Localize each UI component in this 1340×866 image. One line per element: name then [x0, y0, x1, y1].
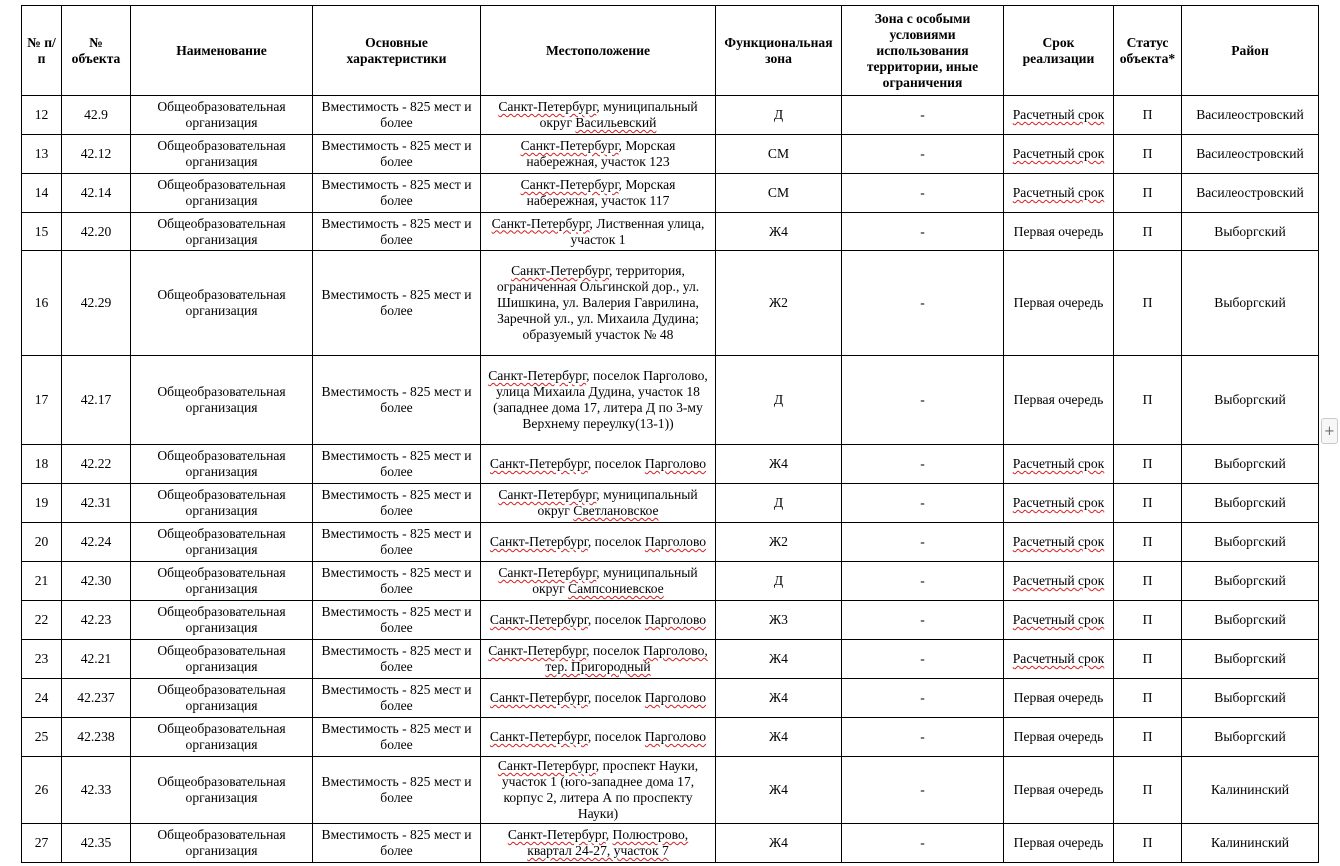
cell-term: [1004, 601, 1114, 640]
header-cell-number: № п/п: [22, 6, 62, 96]
cell-restrictions: -: [842, 601, 1004, 640]
term-text: Первая очередь: [1013, 835, 1104, 850]
cell-number: 24: [22, 679, 62, 718]
cell-functional-zone: Д: [716, 96, 842, 135]
cell-functional-zone: Ж4: [716, 445, 842, 484]
cell-term: [1004, 824, 1114, 863]
cell-object-number: 42.238: [62, 718, 131, 757]
cell-object-number: 42.30: [62, 562, 131, 601]
cell-functional-zone: Ж4: [716, 824, 842, 863]
cell-number: 17: [22, 356, 62, 445]
cell-status: П: [1114, 824, 1182, 863]
cell-number: 25: [22, 718, 62, 757]
cell-characteristics: Вместимость - 825 мест и более: [313, 213, 481, 251]
cell-number: 21: [22, 562, 62, 601]
cell-characteristics: Вместимость - 825 мест и более: [313, 484, 481, 523]
header-cell-term: Срок реализации: [1004, 6, 1114, 96]
location-city: Санкт-Петербург: [511, 263, 609, 278]
location-city: Санкт-Петербург: [488, 643, 587, 658]
location-city: Санкт-Петербург: [489, 534, 588, 549]
header-row: [22, 6, 1319, 96]
side-plus-button[interactable]: [1321, 418, 1338, 444]
cell-restrictions: -: [842, 356, 1004, 445]
cell-status: П: [1114, 251, 1182, 356]
location-city: Санкт-Петербург: [498, 565, 597, 580]
cell-term: [1004, 562, 1114, 601]
location-address: , поселок Парголово, улица Михаила Дудина, участок 18 (западнее дома 17, литера Д по 3-му Верхнему переулку(13-1)): [493, 368, 708, 431]
location-city: Санкт-Петербург: [520, 177, 619, 192]
cell-object-number: 42.12: [62, 135, 131, 174]
cell-name: Общеобразовательная организация: [131, 174, 313, 213]
cell-status: П: [1114, 96, 1182, 135]
cell-restrictions: -: [842, 213, 1004, 251]
table-row: [22, 135, 1319, 174]
cell-number: 16: [22, 251, 62, 356]
header-cell-location: Местоположение: [481, 6, 716, 96]
cell-name: Общеобразовательная организация: [131, 213, 313, 251]
term-text: Расчетный срок: [1012, 456, 1105, 471]
cell-restrictions: -: [842, 679, 1004, 718]
cell-restrictions: -: [842, 135, 1004, 174]
cell-district: Калининский: [1182, 757, 1319, 824]
cell-district: Василеостровский: [1182, 96, 1319, 135]
table-row: [22, 718, 1319, 757]
cell-district: Выборгский: [1182, 718, 1319, 757]
header-cell-name: Наименование: [131, 6, 313, 96]
cell-status: П: [1114, 484, 1182, 523]
location-city: Санкт-Петербург: [498, 487, 597, 502]
cell-location: [481, 601, 716, 640]
cell-district: Выборгский: [1182, 213, 1319, 251]
cell-term: [1004, 445, 1114, 484]
cell-term: [1004, 679, 1114, 718]
cell-location: [481, 679, 716, 718]
term-text: Расчетный срок: [1012, 495, 1105, 510]
term-text: Расчетный срок: [1012, 107, 1105, 122]
location-address: , поселок: [587, 534, 645, 549]
cell-name: Общеобразовательная организация: [131, 640, 313, 679]
cell-name: Общеобразовательная организация: [131, 824, 313, 863]
header-cell-functional-zone: Функциональная зона: [716, 6, 842, 96]
cell-functional-zone: Д: [716, 484, 842, 523]
cell-name: Общеобразовательная организация: [131, 523, 313, 562]
cell-restrictions: -: [842, 96, 1004, 135]
location-locality: Сампсониевское: [568, 581, 664, 596]
cell-object-number: 42.33: [62, 757, 131, 824]
cell-functional-zone: Ж2: [716, 251, 842, 356]
cell-term: [1004, 251, 1114, 356]
cell-term: [1004, 484, 1114, 523]
cell-name: Общеобразовательная организация: [131, 484, 313, 523]
cell-restrictions: -: [842, 174, 1004, 213]
location-address: , поселок: [586, 643, 644, 658]
table-row: [22, 562, 1319, 601]
table-row: [22, 824, 1319, 863]
cell-name: Общеобразовательная организация: [131, 445, 313, 484]
header-cell-characteristics: Основные характеристики: [313, 6, 481, 96]
table-row: [22, 523, 1319, 562]
table-row: [22, 96, 1319, 135]
cell-term: [1004, 96, 1114, 135]
cell-restrictions: -: [842, 640, 1004, 679]
cell-status: П: [1114, 135, 1182, 174]
plus-icon: +: [1324, 424, 1335, 439]
cell-characteristics: Вместимость - 825 мест и более: [313, 640, 481, 679]
cell-district: Выборгский: [1182, 601, 1319, 640]
cell-restrictions: -: [842, 484, 1004, 523]
cell-number: 18: [22, 445, 62, 484]
table-row: [22, 484, 1319, 523]
location-address: , поселок: [587, 690, 645, 705]
location-locality: Парголово: [644, 456, 707, 471]
cell-functional-zone: Ж4: [716, 757, 842, 824]
location-city: Санкт-Петербург: [491, 215, 590, 231]
cell-status: П: [1114, 523, 1182, 562]
location-address: , территория, ограниченная Ольгинской дор., ул. Шишкина, ул. Валерия Гаврилина, Заречной ул., ул. Михаила Дудина; образуемый участок № 48: [496, 263, 700, 342]
cell-location: [481, 523, 716, 562]
cell-functional-zone: Ж4: [716, 640, 842, 679]
cell-term: [1004, 213, 1114, 251]
cell-location: [481, 356, 716, 445]
cell-district: Выборгский: [1182, 445, 1319, 484]
cell-object-number: 42.29: [62, 251, 131, 356]
cell-status: П: [1114, 640, 1182, 679]
location-city: Санкт-Петербург: [489, 456, 588, 471]
term-text: Расчетный срок: [1012, 534, 1105, 549]
cell-name: Общеобразовательная организация: [131, 135, 313, 174]
cell-term: [1004, 757, 1114, 824]
cell-status: П: [1114, 213, 1182, 251]
cell-number: 23: [22, 640, 62, 679]
cell-restrictions: -: [842, 757, 1004, 824]
location-address: , проспект Науки, участок 1 (юго-западнее дома 17, корпус 2, литера А по проспекту Науки): [501, 758, 699, 821]
cell-object-number: 42.23: [62, 601, 131, 640]
cell-district: Выборгский: [1182, 484, 1319, 523]
table-row: [22, 601, 1319, 640]
cell-object-number: 42.237: [62, 679, 131, 718]
cell-district: Выборгский: [1182, 523, 1319, 562]
table-row: [22, 640, 1319, 679]
location-city: Санкт-Петербург: [488, 368, 587, 383]
cell-status: П: [1114, 757, 1182, 824]
cell-district: Василеостровский: [1182, 135, 1319, 174]
term-text: Первая очередь: [1013, 782, 1104, 797]
location-address: , поселок: [587, 729, 645, 744]
cell-number: 12: [22, 96, 62, 135]
term-text: Расчетный срок: [1012, 573, 1105, 588]
cell-restrictions: -: [842, 251, 1004, 356]
cell-name: Общеобразовательная организация: [131, 96, 313, 135]
cell-location: [481, 96, 716, 135]
table-row: [22, 679, 1319, 718]
cell-object-number: 42.17: [62, 356, 131, 445]
cell-location: [481, 757, 716, 824]
table-row: [22, 356, 1319, 445]
cell-characteristics: Вместимость - 825 мест и более: [313, 718, 481, 757]
cell-functional-zone: Ж4: [716, 213, 842, 251]
table-row: [22, 757, 1319, 824]
cell-characteristics: Вместимость - 825 мест и более: [313, 523, 481, 562]
cell-functional-zone: Д: [716, 356, 842, 445]
cell-number: 13: [22, 135, 62, 174]
cell-district: Калининский: [1182, 824, 1319, 863]
cell-status: П: [1114, 356, 1182, 445]
term-text: Расчетный срок: [1012, 651, 1105, 666]
cell-restrictions: -: [842, 824, 1004, 863]
cell-status: П: [1114, 174, 1182, 213]
cell-location: [481, 484, 716, 523]
location-address: , муниципальный округ: [539, 99, 698, 130]
location-address: , Морская набережная, участок 117: [526, 177, 676, 208]
cell-object-number: 42.31: [62, 484, 131, 523]
location-address: , Лиственная улица, участок 1: [570, 215, 705, 247]
location-city: Санкт-Петербург: [489, 690, 588, 705]
table-row: [22, 174, 1319, 213]
location-city: Санкт-Петербург: [489, 729, 588, 744]
term-text: Расчетный срок: [1012, 146, 1105, 161]
cell-number: 27: [22, 824, 62, 863]
cell-name: Общеобразовательная организация: [131, 601, 313, 640]
cell-district: Выборгский: [1182, 251, 1319, 356]
objects-table: [21, 5, 1319, 863]
header-cell-district: Район: [1182, 6, 1319, 96]
cell-location: [481, 135, 716, 174]
cell-location: [481, 562, 716, 601]
cell-district: Выборгский: [1182, 679, 1319, 718]
term-text: Расчетный срок: [1012, 185, 1105, 200]
cell-restrictions: -: [842, 562, 1004, 601]
term-text: Первая очередь: [1013, 729, 1104, 744]
term-text: Первая очередь: [1013, 392, 1104, 407]
cell-name: Общеобразовательная организация: [131, 356, 313, 445]
cell-location: [481, 824, 716, 863]
location-locality: Парголово: [644, 612, 707, 627]
location-city: Санкт-Петербург: [497, 758, 596, 773]
cell-restrictions: -: [842, 523, 1004, 562]
cell-object-number: 42.21: [62, 640, 131, 679]
location-address: ,: [605, 827, 613, 842]
cell-characteristics: Вместимость - 825 мест и более: [313, 679, 481, 718]
table-row: [22, 213, 1319, 251]
cell-object-number: 42.20: [62, 213, 131, 251]
cell-characteristics: Вместимость - 825 мест и более: [313, 445, 481, 484]
cell-object-number: 42.14: [62, 174, 131, 213]
cell-term: [1004, 356, 1114, 445]
cell-term: [1004, 135, 1114, 174]
cell-characteristics: Вместимость - 825 мест и более: [313, 601, 481, 640]
cell-functional-zone: СМ: [716, 135, 842, 174]
cell-characteristics: Вместимость - 825 мест и более: [313, 174, 481, 213]
cell-district: Василеостровский: [1182, 174, 1319, 213]
term-text: Расчетный срок: [1012, 612, 1105, 627]
location-locality: Васильевский: [575, 115, 657, 130]
cell-functional-zone: Д: [716, 562, 842, 601]
location-address: , муниципальный округ: [537, 487, 698, 518]
location-city: Санкт-Петербург: [507, 827, 606, 842]
cell-characteristics: Вместимость - 825 мест и более: [313, 824, 481, 863]
cell-restrictions: -: [842, 445, 1004, 484]
cell-status: П: [1114, 679, 1182, 718]
location-locality: Полюстрово, квартал 24-27, участок 7: [527, 827, 689, 858]
location-address: , поселок: [587, 612, 645, 627]
cell-number: 26: [22, 757, 62, 824]
cell-characteristics: Вместимость - 825 мест и более: [313, 96, 481, 135]
cell-characteristics: Вместимость - 825 мест и более: [313, 251, 481, 356]
cell-name: Общеобразовательная организация: [131, 679, 313, 718]
cell-functional-zone: Ж3: [716, 601, 842, 640]
location-locality: Парголово: [644, 690, 707, 705]
cell-object-number: 42.22: [62, 445, 131, 484]
cell-name: Общеобразовательная организация: [131, 562, 313, 601]
header-cell-restrictions: Зона с особыми условиями использования территории, иные ограничения: [842, 6, 1004, 96]
cell-district: Выборгский: [1182, 356, 1319, 445]
cell-number: 20: [22, 523, 62, 562]
cell-object-number: 42.24: [62, 523, 131, 562]
cell-number: 14: [22, 174, 62, 213]
location-city: Санкт-Петербург: [489, 612, 588, 627]
cell-status: П: [1114, 445, 1182, 484]
location-locality: Парголово, тер. Пригородный: [545, 643, 708, 674]
cell-term: [1004, 640, 1114, 679]
cell-number: 19: [22, 484, 62, 523]
cell-functional-zone: Ж2: [716, 523, 842, 562]
cell-number: 22: [22, 601, 62, 640]
cell-functional-zone: Ж4: [716, 718, 842, 757]
table-row: [22, 251, 1319, 356]
cell-characteristics: Вместимость - 825 мест и более: [313, 757, 481, 824]
cell-district: Выборгский: [1182, 562, 1319, 601]
cell-location: [481, 445, 716, 484]
cell-functional-zone: Ж4: [716, 679, 842, 718]
cell-functional-zone: СМ: [716, 174, 842, 213]
cell-characteristics: Вместимость - 825 мест и более: [313, 562, 481, 601]
cell-name: Общеобразовательная организация: [131, 718, 313, 757]
location-address: , поселок: [587, 456, 645, 471]
header-cell-status: Статус объекта*: [1114, 6, 1182, 96]
cell-location: [481, 174, 716, 213]
cell-term: [1004, 174, 1114, 213]
location-locality: Парголово: [644, 534, 707, 549]
cell-location: [481, 251, 716, 356]
cell-name: Общеобразовательная организация: [131, 251, 313, 356]
term-text: Первая очередь: [1013, 295, 1104, 310]
location-address: , Морская набережная, участок 123: [526, 138, 676, 169]
term-text: Первая очередь: [1013, 223, 1104, 239]
cell-characteristics: Вместимость - 825 мест и более: [313, 135, 481, 174]
cell-object-number: 42.9: [62, 96, 131, 135]
cell-characteristics: Вместимость - 825 мест и более: [313, 356, 481, 445]
cell-restrictions: -: [842, 718, 1004, 757]
table-row: [22, 445, 1319, 484]
location-city: Санкт-Петербург: [520, 138, 619, 153]
cell-status: П: [1114, 601, 1182, 640]
cell-term: [1004, 718, 1114, 757]
cell-status: П: [1114, 562, 1182, 601]
cell-term: [1004, 523, 1114, 562]
term-text: Первая очередь: [1013, 690, 1104, 705]
cell-location: [481, 640, 716, 679]
location-city: Санкт-Петербург: [498, 99, 597, 114]
cell-location: [481, 718, 716, 757]
cell-status: П: [1114, 718, 1182, 757]
cell-object-number: 42.35: [62, 824, 131, 863]
location-locality: Светлановское: [573, 503, 659, 518]
cell-name: Общеобразовательная организация: [131, 757, 313, 824]
cell-number: 15: [22, 213, 62, 251]
location-address: , муниципальный округ: [532, 565, 698, 596]
header-cell-object: № объекта: [62, 6, 131, 96]
cell-district: Выборгский: [1182, 640, 1319, 679]
cell-location: [481, 213, 716, 251]
location-locality: Парголово: [644, 729, 707, 744]
